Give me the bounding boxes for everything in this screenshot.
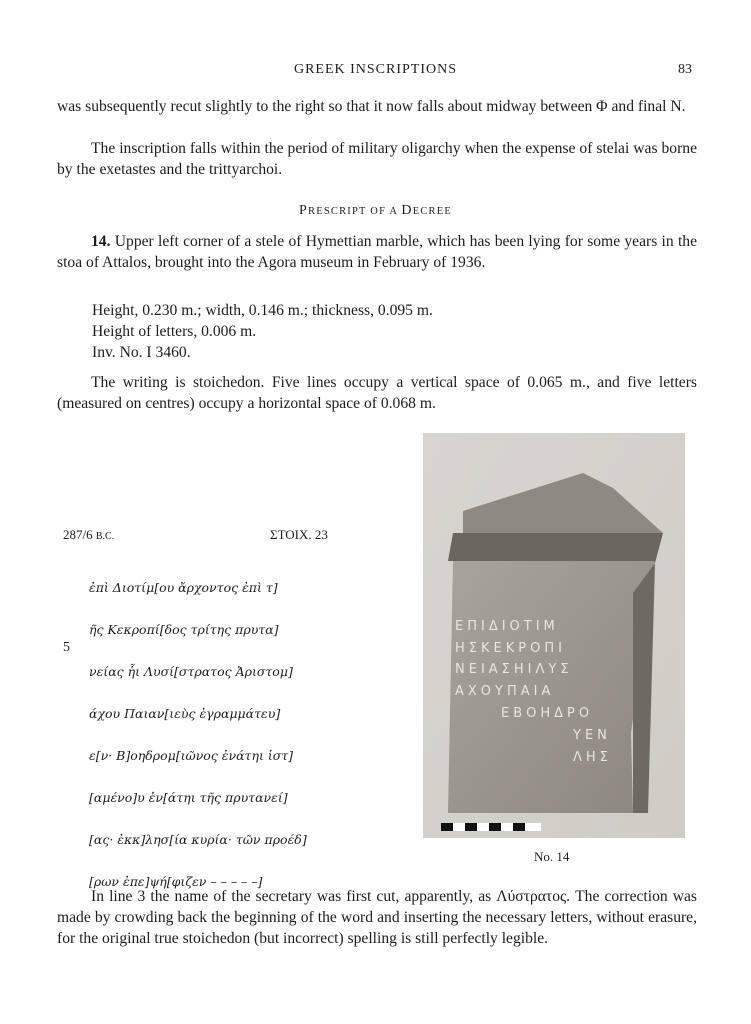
stele-photograph <box>423 433 685 838</box>
running-header: GREEK INSCRIPTIONS <box>293 62 458 77</box>
inventory-number: Inv. No. I 3460. <box>92 344 191 361</box>
inscription-line: ε[ν· Β]οηδρομ[ιῶνος ἐνάτηι ἱστ] <box>89 748 294 763</box>
page-number: 83 <box>678 62 692 77</box>
line-number-5: 5 <box>63 640 70 655</box>
inscription-line: νείας ἧι Λυσί[στρατος Ἀριστομ] <box>89 664 293 679</box>
closing-paragraph: In line 3 the name of the secretary was first cut, apparently, as Λύστρατος. The correction was made by crowding back the beginning of the word and inserting the necessary letters, without erasure, for the original true stoichedon (but incorrect) spelling is still perfectly legible. <box>57 888 697 947</box>
stone-line-1: ΕΠΙΔΙΟΤΙΜ <box>455 619 559 634</box>
inscription-line: ἐπὶ Διοτίμ[ου ἄρχοντος ἐπὶ τ] <box>89 580 278 595</box>
figure-caption: No. 14 <box>534 849 570 864</box>
stele-molding <box>448 533 663 563</box>
letter-height: Height of letters, 0.006 m. <box>92 323 257 340</box>
inscription-line: [ρων ἐπε]ψή[φιζεν – – – – –] <box>89 874 263 889</box>
stoichedon-count: ΣΤΟΙΧ. 23 <box>270 527 328 542</box>
inscription-text <box>89 556 307 913</box>
stone-line-5: ΕΒΟΗΔΡΟ <box>501 706 594 721</box>
section-heading: PRESCRIPT OF A DECREE <box>299 203 452 218</box>
stone-line-4: ΑΧΟΥΠΑΙΑ <box>455 684 555 699</box>
intro-paragraph-1: was subsequently recut slightly to the right so that it now falls about midway between Φ and final N. <box>57 98 686 115</box>
stone-line-7: ΛΗΣ <box>573 750 612 765</box>
writing-description: The writing is stoichedon. Five lines occupy a vertical space of 0.065 m., and five letters (measured on centres) occupy a horizontal space of 0.068 m. <box>57 374 697 412</box>
inscription-line: ῆς Κεκροπί[δος τρίτης πρυτα] <box>89 622 279 637</box>
scale-bar <box>441 823 541 831</box>
inscription-line: άχου Παιαν[ιεὺς ἐγραμμάτευ] <box>89 706 281 721</box>
inscription-line: [αμένο]υ ἐν[άτηι τῆς πρυτανεί] <box>89 790 288 805</box>
dimensions: Height, 0.230 m.; width, 0.146 m.; thickness, 0.095 m. <box>92 302 433 319</box>
stone-line-3: ΝΕΙΑΣΗΙΛΥΣ <box>455 662 573 677</box>
stone-line-2: ΗΣΚΕΚΡΟΠΙ <box>455 641 566 656</box>
inscription-date: 287/6 B.C. <box>63 527 115 542</box>
entry-description: 14. Upper left corner of a stele of Hymettian marble, which has been lying for some years in the stoa of Attalos, brought into the Agora museum in February of 1936. <box>57 233 697 271</box>
stone-line-6: ΥΕΝ <box>573 728 611 743</box>
intro-paragraph-2: The inscription falls within the period of military oligarchy when the expense of stelai was borne by the exetastes and the trittyarchoi. <box>57 140 697 178</box>
entry-number: 14. <box>91 233 111 250</box>
inscription-line: [ας· ἐκκ]λησ[ία κυρία· τῶν προέδ] <box>89 832 307 847</box>
